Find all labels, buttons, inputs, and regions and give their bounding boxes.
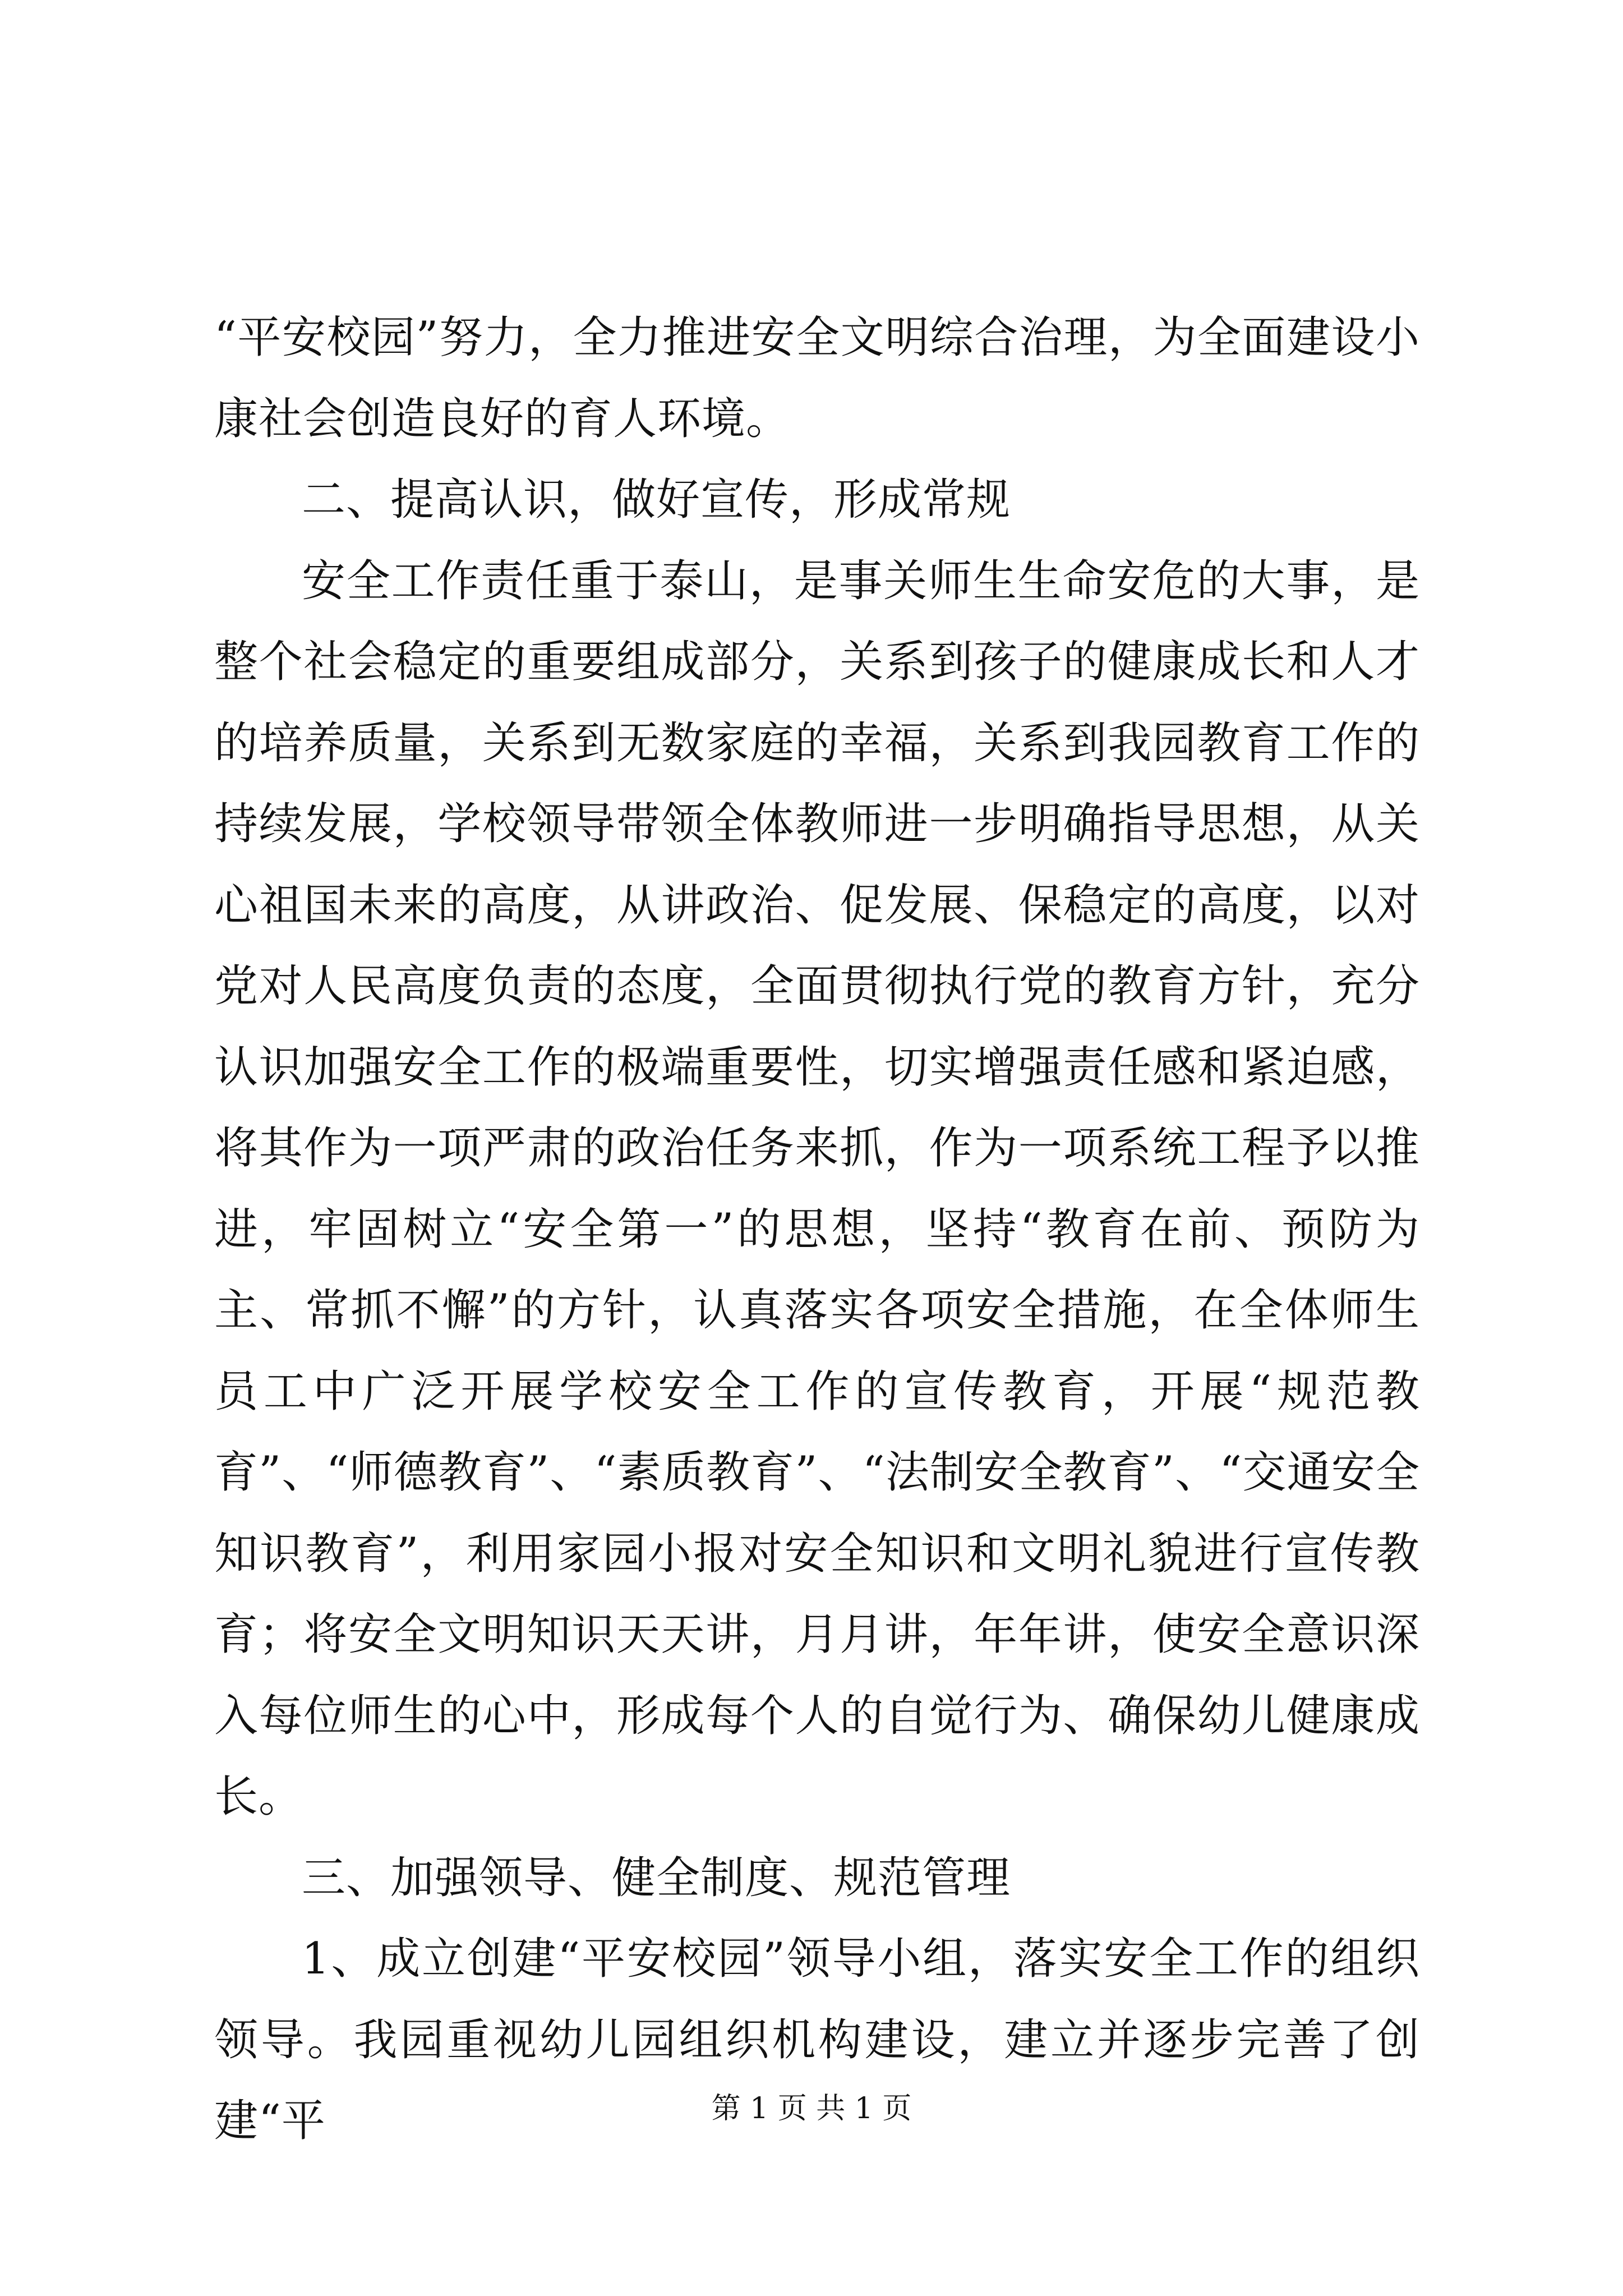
- section-heading-3: 三、加强领导、健全制度、规范管理: [302, 1852, 1011, 1903]
- paragraph-leadership-group: 1、成立创建“平安校园”领导小组，落实安全工作的组织领导。我园重视幼儿园组织机构建设，建立并逐步完善了创建“平: [214, 1934, 1420, 2146]
- page-footer: 第 1 页 共 1 页: [711, 2092, 912, 2125]
- section-heading-2: 二、提高认识，做好宣传，形成常规: [302, 475, 1011, 525]
- paragraph-continuation: “平安校园”努力，全力推进安全文明综合治理，为全面建设小康社会创造良好的育人环境。: [214, 312, 1420, 444]
- document-body: [214, 297, 1420, 2162]
- paragraph-safety-work: 安全工作责任重于泰山，是事关师生生命安危的大事，是整个社会稳定的重要组成部分，关系到孩子的健康成长和人才的培养质量，关系到无数家庭的幸福，关系到我园教育工作的持续发展，学校领导带领全体教师进一步明确指导思想，从关心祖国未来的高度，从讲政治、促发展、保稳定的高度，以对党对人民高度负责的态度，全面贯彻执行党的教育方针，充分认识加强安全工作的极端重要性，切实增强责任感和紧迫感，将其作为一项严肃的政治任务来抓，作为一项系统工程予以推进，牢固树立“安全第一”的思想，坚持“教育在前、预防为主、常抓不懈”的方针，认真落实各项安全措施，在全体师生员工中广泛开展学校安全工作的宣传教育，开展“规范教育”、“师德教育”、“素质教育”、“法制安全教育”、“交通安全知识教育”，利用家园小报对安全知识和文明礼貌进行宣传教育；将安全文明知识天天讲，月月讲，年年讲，使安全意识深入每位师生的心中，形成每个人的自觉行为、确保幼儿健康成长。: [214, 555, 1420, 1822]
